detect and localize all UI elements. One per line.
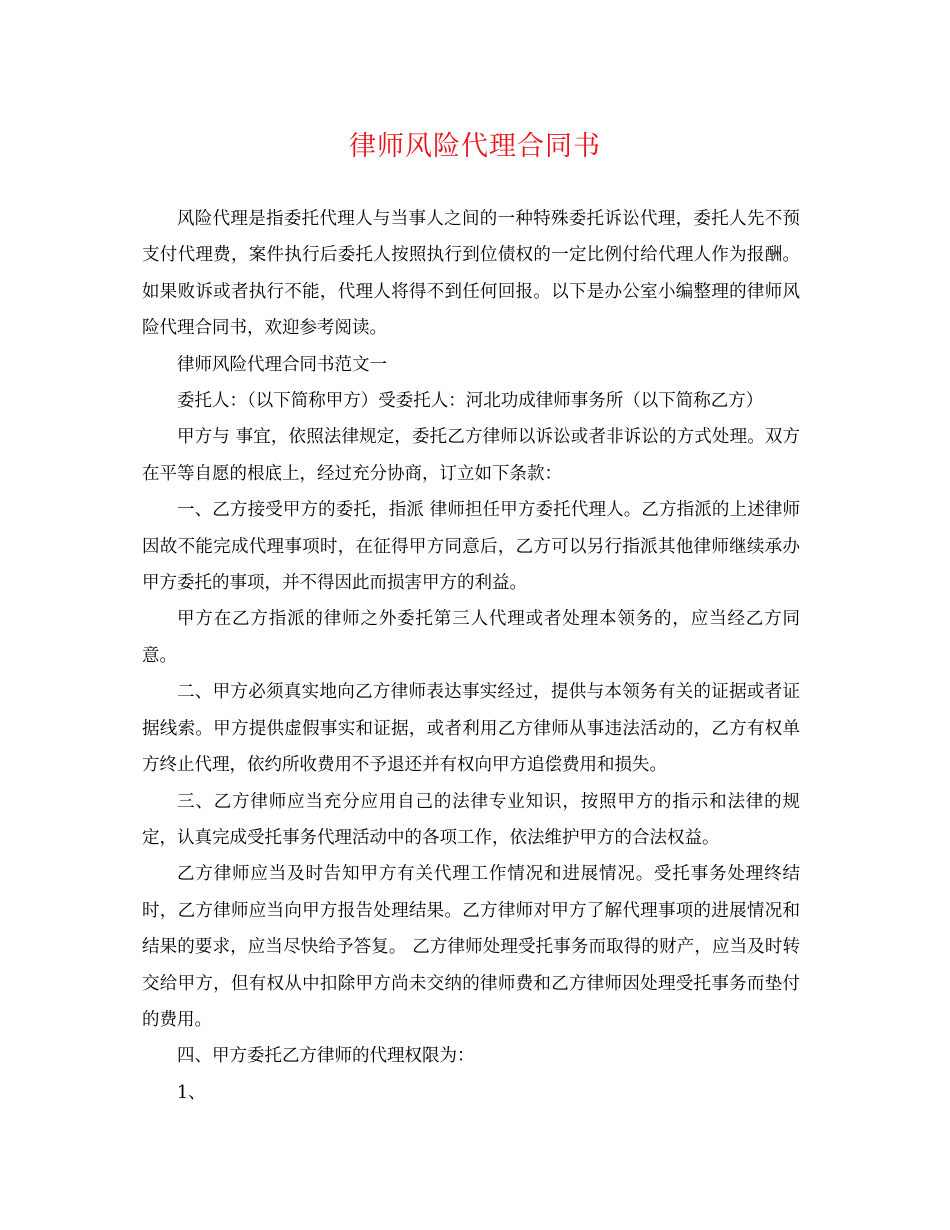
- preamble-paragraph: 甲方与 事宜，依照法律规定，委托乙方律师以诉讼或者非诉讼的方式处理。双方在平等自愿的根底上，经过充分协商，订立如下条款：: [142, 427, 800, 484]
- clause-2-paragraph: 二、甲方必须真实地向乙方律师表达事实经过，提供与本领务有关的证据或者证据线索。甲方提供虚假事实和证据，或者利用乙方律师从事违法活动的，乙方有权单方终止代理，依约所收费用不予退还并有权向甲方追偿费用和损失。: [142, 682, 800, 776]
- clause-3-supplement: 乙方律师应当及时告知甲方有关代理工作情况和进展情况。受托事务处理终结时，乙方律师应当向甲方报告处理结果。乙方律师对甲方了解代理事项的进展情况和结果的要求，应当尽快给予答复。 乙方律师处理受托事务而取得的财产，应当及时转交给甲方，但有权从中扣除甲方尚未交纳的律师费和乙方律师因处理受托事务而垫付的费用。: [142, 864, 800, 1030]
- intro-paragraph: 风险代理是指委托代理人与当事人之间的一种特殊委托诉讼代理，委托人先不预支付代理费，案件执行后委托人按照执行到位债权的一定比例付给代理人作为报酬。如果败诉或者执行不能，代理人将得不到任何回报。以下是办公室小编整理的律师风险代理合同书，欢迎参考阅读。: [142, 209, 800, 339]
- clause-4-item-1: 1、: [177, 1082, 206, 1103]
- parties-line: 委托人：（以下简称甲方）受委托人：河北功成律师事务所（以下简称乙方）: [177, 391, 764, 412]
- clause-3-paragraph: 三、乙方律师应当充分应用自己的法律专业知识，按照甲方的指示和法律的规定，认真完成受托事务代理活动中的各项工作，依法维护甲方的合法权益。: [142, 791, 800, 848]
- document-title: 律师风险代理合同书: [349, 131, 601, 162]
- clause-4-heading: 四、甲方委托乙方律师的代理权限为：: [177, 1046, 475, 1067]
- clause-1-paragraph: 一、乙方接受甲方的委托，指派 律师担任甲方委托代理人。乙方指派的上述律师因故不能完成代理事项时，在征得甲方同意后，乙方可以另行指派其他律师继续承办甲方委托的事项，并不得因此而损害甲方的利益。: [142, 500, 800, 594]
- clause-1-supplement: 甲方在乙方指派的律师之外委托第三人代理或者处理本领务的，应当经乙方同意。: [142, 609, 800, 666]
- sample-heading: 律师风险代理合同书范文一: [177, 354, 387, 375]
- document-body: [142, 201, 800, 1111]
